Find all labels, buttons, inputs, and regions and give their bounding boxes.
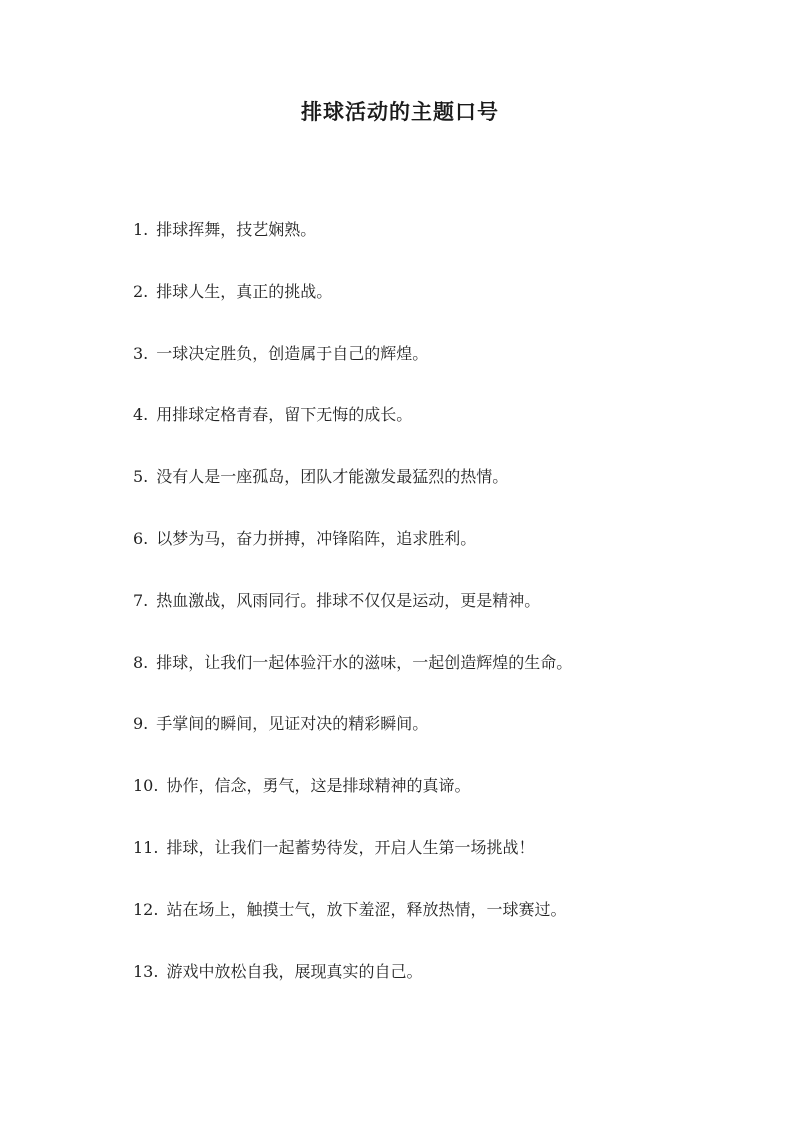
list-item (133, 898, 753, 960)
item-text: 没有人是一座孤岛，团队才能激发最猛烈的热情。 (156, 467, 509, 487)
item-number: 2. (133, 281, 149, 301)
item-number: 12. (133, 899, 159, 919)
item-text: 手掌间的瞬间，见证对决的精彩瞬间。 (156, 714, 429, 734)
item-text: 站在场上，触摸士气，放下羞涩，释放热情，一球赛过。 (166, 899, 567, 919)
item-number: 8. (133, 652, 149, 672)
item-number: 10. (133, 776, 159, 796)
item-text: 排球挥舞，技艺娴熟。 (156, 220, 317, 239)
item-number: 1. (133, 220, 149, 239)
item-text: 协作，信念，勇气，这是排球精神的真谛。 (166, 776, 471, 796)
item-number: 5. (133, 467, 149, 487)
list-item (133, 403, 753, 465)
item-number: 11. (133, 837, 159, 857)
item-number: 6. (133, 528, 149, 548)
list-item (133, 465, 753, 527)
list-item (133, 960, 753, 1022)
item-text: 一球决定胜负，创造属于自己的辉煌。 (156, 343, 429, 363)
list-item (133, 774, 753, 836)
list-item (133, 836, 753, 898)
slogan-list (133, 218, 753, 1021)
item-number: 13. (133, 961, 159, 981)
item-text: 用排球定格青春，留下无悔的成长。 (156, 405, 413, 425)
item-text: 排球，让我们一起体验汗水的滋味，一起创造辉煌的生命。 (156, 652, 573, 672)
item-text: 排球人生，真正的挑战。 (156, 281, 333, 301)
list-item (133, 527, 753, 589)
list-item (133, 589, 753, 651)
item-number: 4. (133, 405, 149, 425)
item-number: 9. (133, 714, 149, 734)
list-item (133, 712, 753, 774)
item-text: 游戏中放松自我，展现真实的自己。 (166, 961, 423, 981)
item-text: 热血激战，风雨同行。排球不仅仅是运动，更是精神。 (156, 590, 541, 610)
list-item (133, 218, 753, 280)
item-number: 3. (133, 343, 149, 363)
item-text: 以梦为马，奋力拼搏，冲锋陷阵，追求胜利。 (156, 528, 477, 548)
list-item (133, 280, 753, 342)
item-number: 7. (133, 590, 149, 610)
item-text: 排球，让我们一起蓄势待发，开启人生第一场挑战！ (166, 837, 535, 857)
list-item (133, 342, 753, 404)
list-item (133, 651, 753, 713)
document-title: 排球活动的主题口号 (301, 99, 499, 124)
